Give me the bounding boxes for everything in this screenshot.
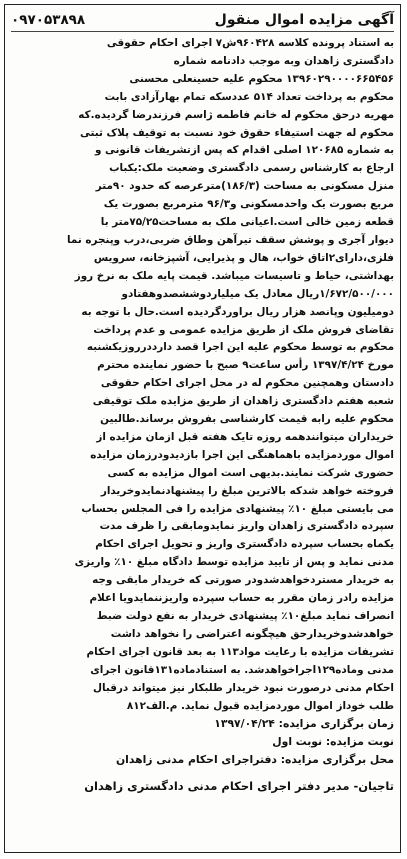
body-line: به خریدار مستردخواهدشدودر صورتی که خریدار مابقی وجه <box>92 574 394 587</box>
body-line: ۱/۶۷۲/۵۰۰/۰۰۰ریال معادل یک میلیاردوششصدوهفتادو <box>121 287 394 300</box>
auction-date: زمان برگزاری مزایده: ۱۳۹۷/۰۴/۲۴ <box>214 717 394 731</box>
body-line: منزل مسکونی به مساحت (۱۸۶/۳)مترعرصه که حدود ۹۰متر <box>95 180 394 193</box>
body-line: شعبه هفتم دادگستری زاهدان از طریق مزایده ملک توقیفی <box>92 395 394 408</box>
body-line: مورخ ۱۳۹۷/۴/۲۴ رأس ساعت۹ صبح با حضور نماینده محترم <box>97 359 394 372</box>
body-line: دادگستری زاهدان وبه موجب دادنامه شماره <box>173 54 394 67</box>
body-line: مدنی نماید و پس از تایید مزایده توسط دادگاه مبلغ ۱۰٪ واریزی <box>74 556 394 569</box>
phone-number: ۰۹۷۰۵۳۸۹۸ <box>11 12 86 28</box>
body-line: احکام مدنی درصورت نبود خریدار طلبکار نیز میتواند درقبال <box>92 681 394 694</box>
body-line: دادستان وهمچنین محکوم له در محل اجرای احکام حقوقی <box>100 377 394 390</box>
body-line: فروخته خواهد شدکه بالاترین مبلغ را پیشنهادنمایدوخریدار <box>100 484 394 497</box>
body-line: سپرده دادگستری زاهدان واریز نمایدومابقی را ظرف مدت <box>99 520 394 533</box>
body-line: تقاضای فروش ملک از طریق مزایده عمومی و عدم پرداخت <box>93 323 394 336</box>
body-line: ۱۳۹۶۰۲۹۰۰۰۰۶۶۵۴۵۶ محکوم علیه حسینعلی محسنی <box>129 72 394 85</box>
notice-header <box>11 9 394 32</box>
body-line: به استناد پرونده کلاسه ۹۶۰۴۲۸ش۷ اجرای احکام حقوقی <box>106 37 394 49</box>
notice-meta <box>11 715 394 769</box>
body-line: محکوم علیه رابه قیمت کارشناسی بفروش برساند.طالبین <box>100 413 394 426</box>
body-line: مزایده رادر زمان مقرر به حساب سپرده واریزننمایدویا اعلام <box>89 592 394 605</box>
body-line: یکماه بحساب سپرده دادگستری واریز و تحویل اجرای احکام <box>95 538 394 551</box>
signature: تاجیان- مدیر دفتر اجرای احکام مدنی دادگستری زاهدان <box>84 779 394 794</box>
body-line: می بایستی مبلغ ۱۰٪ پیشنهادی مزایده را فی المجلس بحساب <box>81 502 394 515</box>
auction-turn: نوبت مزایده: نوبت اول <box>272 735 394 749</box>
body-line: محکوم به توسط محکوم علیه این اجرا قصد دارددرروزیکشنبه <box>86 341 394 354</box>
body-line: اموال موردمزایده باهماهنگی این اجرا بازدیدودرزمان مزایده <box>90 448 394 461</box>
body-line: محکوم به پرداخت تعداد ۵۱۴ عددسکه تمام بهارآزادی بابت <box>104 90 394 103</box>
body-line: محکوم له جهت استیفاء حقوق خود نسبت به توقیف پلاک ثبتی <box>80 126 394 139</box>
notice-body <box>11 35 394 715</box>
body-line: بهداشتی، حیاط و تاسیسات میباشد. قیمت پایه ملک به نرخ روز <box>74 269 394 282</box>
body-line: مربع بصورت یک واحدمسکونی و۹۶/۳ مترمربع بصورت یک <box>103 198 394 211</box>
body-line: خریداران میتوانندهمه روزه تایک هفته قبل ازمان مزایده از <box>96 430 394 443</box>
notice-title: آگهی مزایده اموال منقول <box>214 12 394 28</box>
body-line: دیوار آجری و پوشش سقف تیرآهن وطاق ضربی،درب وپنجره نما <box>67 233 394 246</box>
body-line: دومیلیون وپانصد هزار ریال براوردگردیده است.حال با توجه به <box>81 305 394 318</box>
body-line: مهریه درحق محکوم له خانم فاطمه ژاسم فرزندرضا گردیده.که <box>78 108 394 121</box>
auction-place: محل برگزاری مزایده: دفتراجرای احکام مدنی زاهدان <box>115 753 394 767</box>
body-line: انصراف نماید مبلغ۱۰٪ پیشنهادی خریدار به نفع دولت ضبط <box>96 610 394 622</box>
body-line: فلزی،دارای۲اتاق خواب، هال و پذیرایی، آشپزخانه، سرویس <box>93 251 394 264</box>
body-line: طلب خوداز اموال موردمزایده قبول نماید. م.الف۸۱۲ <box>126 699 394 712</box>
auction-notice <box>4 4 401 853</box>
body-line: تشریفات مزایده با رعایت مواد۱۱۳ به بعد قانون اجرای احکام <box>86 645 394 658</box>
body-line: قطعه زمین خالی است.اعیانی ملک به مساحت۷۵/۲۵متر با <box>100 216 394 229</box>
body-line: ارجاع به کارشناس رسمی دادگستری وضعیت ملک:یکباب <box>109 162 394 175</box>
body-line: حضوری شرکت نمایند.بدیهی است اموال مزایده به کسی <box>107 466 394 479</box>
body-line: به شماره ۱۲۰۶۸۵ اصلی اقدام که پس ازتشریفات قانونی و <box>94 144 394 157</box>
body-line: خواهدشدوخریدارحق هیچگونه اعتراضی را نخواهد داشت <box>110 627 394 640</box>
body-line: مدنی وماده۱۲۹اجراخواهدشد. به استنادماده۱۳۱قانون اجرای <box>90 663 394 676</box>
